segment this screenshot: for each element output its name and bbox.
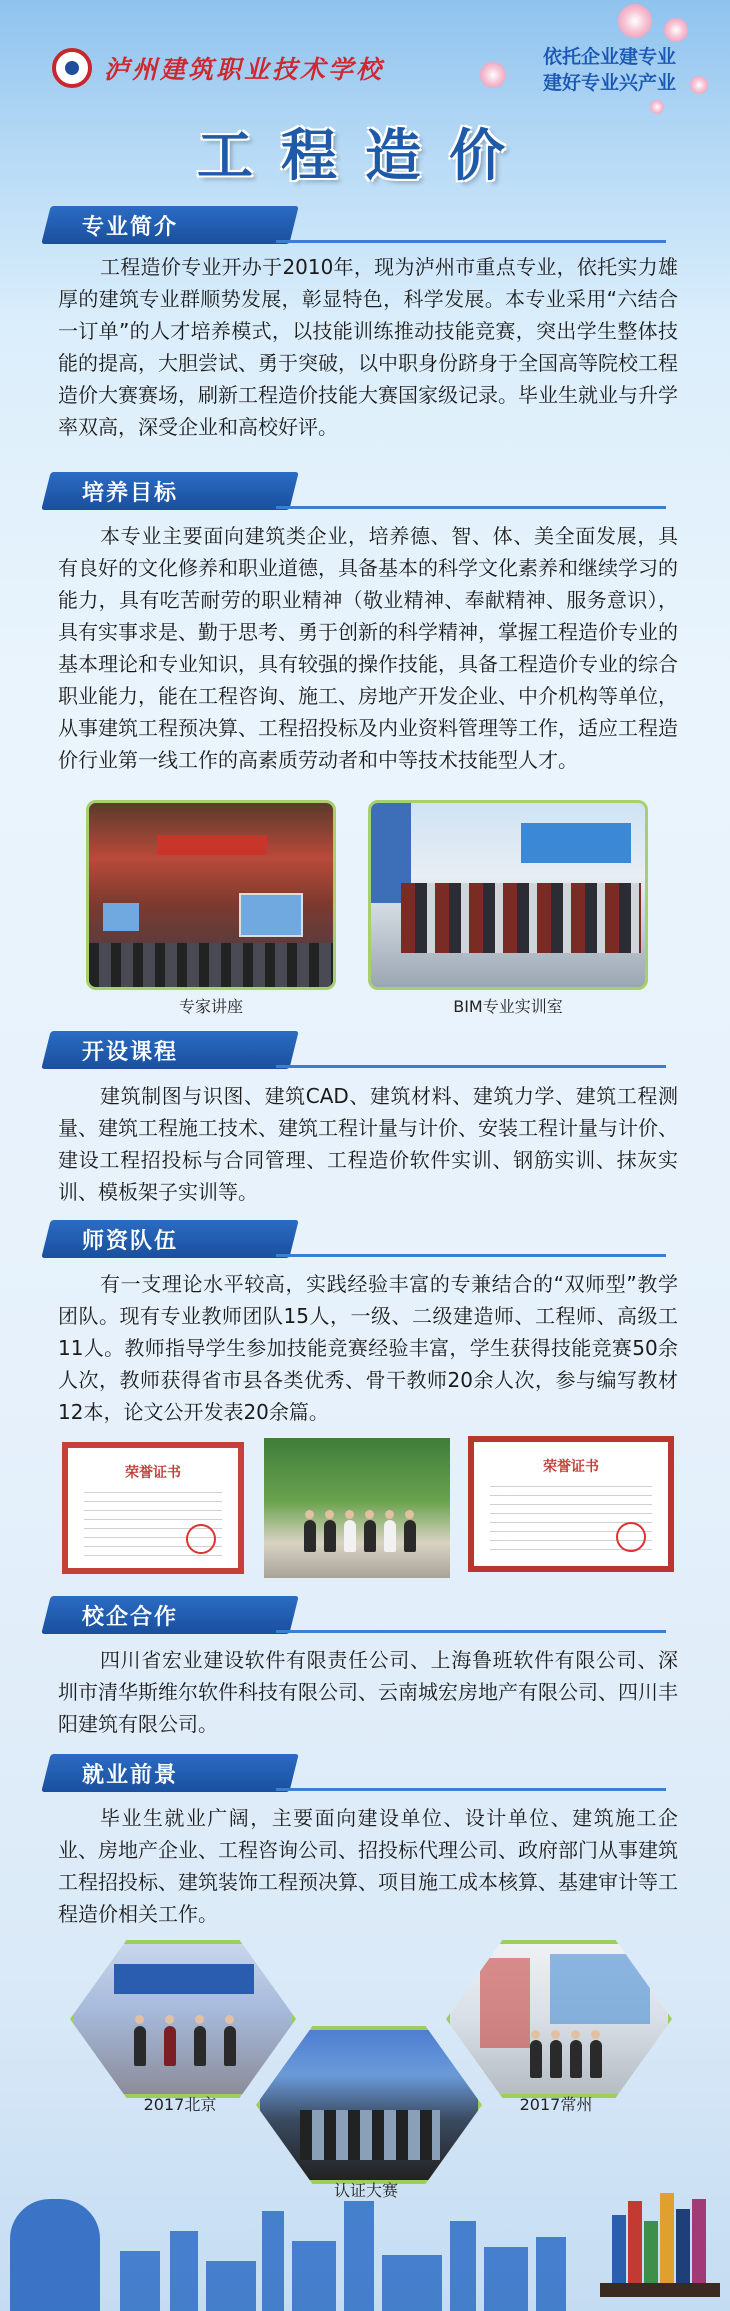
slogan-line-1: 依托企业建专业 [542,46,676,68]
school-logo [52,48,92,88]
expert-lecture-photo [86,800,336,990]
employment-paragraph: 毕业生就业广阔，主要面向建设单位、设计单位、建筑施工企业、房地产企业、工程咨询公司、招投标代理公司、政府部门从事建筑工程招投标、建筑装饰工程预决算、项目施工成本核算、基建审计等工程造价相关工作。 [58,1806,678,1926]
intro-paragraph: 工程造价专业开办于2010年，现为泸州市重点专业，依托实力雄厚的建筑专业群顺势发展，彰显特色，科学发展。本专业采用“六结合一订单”的人才培养模式，以技能训练推动技能竞赛，突出学生整体技能的提高，大胆尝试、勇于突破，以中职身份跻身于全国高等院校工程造价大赛赛场，刷新工程造价技能大赛国家级记录。毕业生就业与升学率双高，深受企业和高校好评。 [58,255,678,439]
blossom-decoration [618,4,652,38]
section-header-employment [46,1754,666,1792]
certification-contest-photo [256,2026,482,2184]
section-header-goals [46,472,666,510]
section-title-goals: 培养目标 [82,481,179,506]
faculty-group-photo [264,1438,450,1578]
section-title-intro: 专业简介 [82,215,179,240]
blossom-decoration [664,18,688,42]
blossom-decoration [690,76,708,94]
changzhou-2017-photo [446,1940,672,2098]
section-title-faculty: 师资队伍 [82,1229,179,1254]
certificate-title: 荣誉证书 [543,1459,599,1475]
blossom-decoration [480,62,506,88]
section-header-partners [46,1596,666,1634]
beijing-2017-caption: 2017北京 [143,2095,217,2114]
section-title-employment: 就业前景 [82,1763,179,1788]
school-name: 泸州建筑职业技术学校 [104,55,385,84]
changzhou-2017-caption: 2017常州 [519,2095,593,2114]
goals-paragraph: 本专业主要面向建筑类企业，培养德、智、体、美全面发展，具有良好的文化修养和职业道德，具备基本的科学文化素养和继续学习的能力，具有吃苦耐劳的职业精神（敬业精神、奉献精神、服务意识），具有实事求是、勤于思考、勇于创新的科学精神，掌握工程造价专业的基本理论和专业知识，具有较强的操作技能，具备工程造价专业的综合职业能力，能在工程咨询、施工、房地产开发企业、中介机构等单位，从事建筑工程预决算、工程招投标及内业资料管理等工作，适应工程造价行业第一线工作的高素质劳动者和中等技术技能型人才。 [58,524,678,772]
courses-paragraph: 建筑制图与识图、建筑CAD、建筑材料、建筑力学、建筑工程测量、建筑工程施工技术、建筑工程计量与计价、安装工程计量与计价、建设工程招投标与合同管理、工程造价软件实训、钢筋实训、抹灰实训、模板架子实训等。 [58,1084,678,1204]
expert-lecture-caption: 专家讲座 [178,997,243,1016]
bim-lab-photo [368,800,648,990]
section-title-partners: 校企合作 [82,1605,179,1630]
city-skyline-decoration [0,2190,730,2311]
honor-certificate-left [62,1442,244,1574]
certificate-title: 荣誉证书 [125,1465,181,1481]
section-header-intro [46,206,666,244]
section-header-courses [46,1031,666,1069]
honor-certificate-right [468,1436,674,1572]
section-title-courses: 开设课程 [82,1040,179,1065]
section-header-faculty [46,1220,666,1258]
partners-paragraph: 四川省宏业建设软件有限责任公司、上海鲁班软件有限公司、深圳市清华斯维尔软件科技有限公司、云南城宏房地产有限公司、四川丰阳建筑有限公司。 [58,1648,678,1736]
beijing-2017-photo [70,1940,296,2098]
slogan-line-2: 建好专业兴产业 [542,72,676,94]
page-title: 工程造价 [197,123,533,189]
bim-lab-caption: BIM专业实训室 [453,997,563,1016]
faculty-paragraph: 有一支理论水平较高，实践经验丰富的专兼结合的“双师型”教学团队。现有专业教师团队15人，一级、二级建造师、工程师、高级工11人。教师指导学生参加技能竞赛经验丰富，学生获得技能竞赛50余人次，教师获得省市县各类优秀、骨干教师20余人次，参与编写教材12本，论文公开发表20余篇。 [58,1272,678,1424]
certification-contest-caption: 认证大赛 [333,2181,398,2200]
